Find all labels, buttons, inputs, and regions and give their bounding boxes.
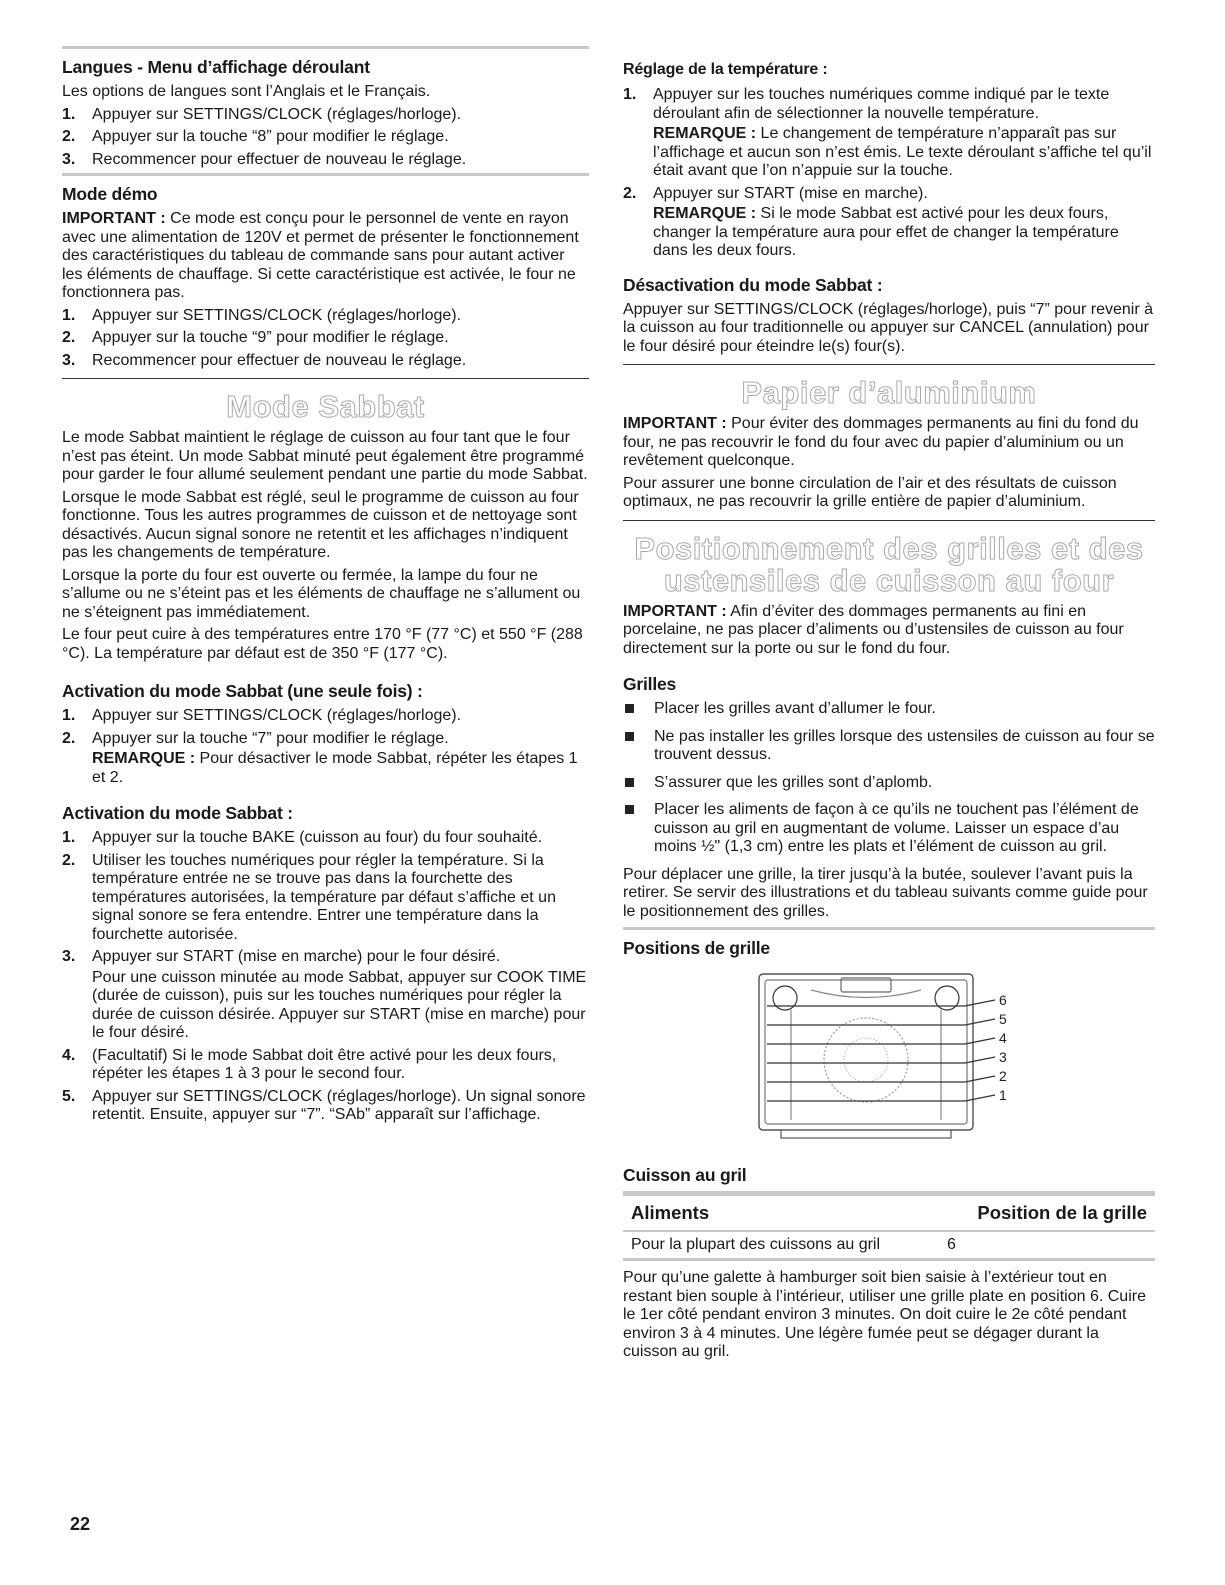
foil-important: IMPORTANT : Pour éviter des dommages permanents au fini du fond du four, ne pas recouvrir le fond du four avec du papier d’aluminium ou un revêtement quelconque.: [623, 415, 1139, 469]
table-row: [623, 1232, 1155, 1258]
langues-intro: Les options de langues sont l’Anglais et le Français.: [62, 83, 431, 100]
activation-heading: Activation du mode Sabbat :: [62, 803, 293, 823]
demo-steps: [62, 307, 589, 371]
rack-lines: [767, 1000, 995, 1101]
section-divider: [623, 364, 1155, 365]
rack-position-label: 1: [999, 1087, 1007, 1103]
section-divider: [62, 173, 589, 176]
list-item: 2. Appuyer sur la touche “8” pour modifier le réglage.: [62, 128, 449, 145]
section-divider: [623, 520, 1155, 521]
oven-rack-diagram: [751, 970, 1011, 1150]
section-divider: [623, 927, 1155, 930]
broil-text: Pour qu’une galette à hamburger soit bien saisie à l’extérieur tout en restant bien souple à l’intérieur, utiliser une grille plate en position 6. Cuire le 1er côté pendant environ 3 minutes. On doit cuire le 2e côté pendant environ 3 à 4 minutes. Une légère fumée peut se dégager durant la cuisson au gril.: [623, 1269, 1146, 1360]
leader-line: [965, 1019, 995, 1025]
list-item: S’assurer que les grilles sont d’aplomb.: [623, 774, 1155, 793]
rack-labels: [999, 992, 1007, 1103]
grilles-list: [623, 700, 1155, 857]
sub-paragraph: Pour une cuisson minutée au mode Sabbat, appuyer sur COOK TIME (durée de cuisson), puis sur les touches numériques pour régler la durée de cuisson désirée. Appuyer sur START (mise en marche) pour le four désiré.: [92, 968, 587, 1041]
table-cell-position: 6: [947, 1236, 956, 1253]
list-item: Placer les grilles avant d’allumer le four.: [623, 700, 1155, 719]
grilles-heading: Grilles: [623, 674, 677, 694]
left-column: [62, 46, 589, 1129]
list-item: 2. Appuyer sur la touche “9” pour modifier le réglage.: [62, 329, 449, 346]
note: REMARQUE : Pour désactiver le mode Sabbat, répéter les étapes 1 et 2.: [92, 750, 578, 786]
section-divider: [62, 378, 589, 379]
list-item: 5. Appuyer sur SETTINGS/CLOCK (réglages/horloge). Un signal sonore retentit. Ensuite, appuyer sur “7”. “SAb” apparaît sur l’affichage.: [62, 1087, 586, 1123]
list-item: Placer les aliments de façon à ce qu’ils ne touchent pas l’élément de cuisson au gril en augmentant de volume. Laisser un espace d’au moins ½" (1,3 cm) entre les plats et l’élément de cuisson au gril.: [623, 801, 1155, 857]
demo-heading: Mode démo: [62, 184, 158, 204]
table-header-food: Aliments: [631, 1202, 710, 1223]
foil-text: Pour assurer une bonne circulation de l’air et des résultats de cuisson optimaux, ne pas recouvrir la grille entière de papier d’aluminium.: [623, 474, 1117, 510]
sabbat-paragraph: Lorsque le mode Sabbat est réglé, seul le programme de cuisson au four fonctionne. Tous les autres programmes de cuisson et de nettoyage sont désactivés. Aucun signal sonore ne retentit et les affichages n’indiquent pas les changements de température.: [62, 488, 579, 561]
sabbat-paragraph: Lorsque la porte du four est ouverte ou fermée, la lampe du four ne s’allume ou ne s’éteint pas et les éléments de chauffage ne s’allument ou ne s’éteignent pas immédiatement.: [62, 566, 581, 621]
leader-line: [965, 1076, 995, 1082]
bullet-icon: [625, 805, 634, 814]
list-item: 1. Appuyer sur les touches numériques comme indiqué par le texte déroulant afin de sélectionner la nouvelle température. REMARQUE : Le changement de température n’apparaît pas sur l’affichage et aucun son n’est émis. Le texte déroulant s’affiche tel qu’il était avant que l’on n’appuie sur la touche.: [623, 86, 1155, 181]
list-item: 1. Appuyer sur SETTINGS/CLOCK (réglages/horloge).: [62, 306, 462, 324]
rack-position-label: 6: [999, 992, 1007, 1008]
list-item: 3. Appuyer sur START (mise en marche) pour le four désiré. Pour une cuisson minutée au mode Sabbat, appuyer sur COOK TIME (durée de cuisson), puis sur les touches numériques pour régler la durée de cuisson désirée. Appuyer sur START (mise en marche) pour le four désiré.: [62, 948, 589, 1043]
table-rule: [623, 1258, 1155, 1261]
activation-once-heading: Activation du mode Sabbat (une seule fois) :: [62, 681, 423, 701]
list-item: 2. Utiliser les touches numériques pour régler la température. Si la température entrée ne se trouve pas dans la fourchette des températures autorisées, la température par défaut s’affiche et un signal sonore se fera entendre. Entrer une température dans la fourchette autorisée.: [62, 851, 556, 943]
move-text: Pour déplacer une grille, la tirer jusqu’à la butée, soulever l’avant puis la retirer. Se servir des illustrations et du tableau suivants comme guide pour le positionnement des grilles.: [623, 865, 1148, 920]
rack-position-label: 5: [999, 1011, 1007, 1027]
sabbat-paragraph: Le four peut cuire à des températures entre 170 °F (77 °C) et 550 °F (288 °C). La température par défaut est de 350 °F (177 °C).: [62, 626, 583, 662]
rack-position-label: 4: [999, 1030, 1007, 1046]
list-item: 3. Recommencer pour effectuer de nouveau le réglage.: [62, 150, 467, 168]
leader-line: [965, 1057, 995, 1063]
section-divider: [62, 46, 589, 49]
racks-heading-line2: ustensiles de cuisson au four: [663, 562, 1115, 598]
list-item: 1. Appuyer sur la touche BAKE (cuisson au four) du four souhaité.: [62, 829, 543, 846]
sabbat-paragraph: Le mode Sabbat maintient le réglage de cuisson au four tant que le four n’est pas éteint. Un mode Sabbat minuté peut également être programmé pour garder le four allumé seulement pendant une partie du mode Sabbat.: [62, 429, 588, 483]
rack-position-label: 2: [999, 1068, 1007, 1084]
oven-cavity: [759, 974, 973, 1138]
langues-heading: Langues - Menu d’affichage déroulant: [62, 57, 370, 77]
temp-heading: Réglage de la température :: [623, 61, 828, 78]
rack-position-label: 3: [999, 1049, 1007, 1065]
bullet-icon: [625, 778, 634, 787]
bullet-icon: [625, 704, 634, 713]
list-item: 2. Appuyer sur la touche “7” pour modifier le réglage. REMARQUE : Pour désactiver le mode Sabbat, répéter les étapes 1 et 2.: [62, 730, 589, 788]
page-number: 22: [70, 1514, 91, 1534]
bullet-icon: [625, 732, 634, 741]
leader-line: [965, 1038, 995, 1044]
demo-important: IMPORTANT : Ce mode est conçu pour le personnel de vente en rayon avec une alimentation de 120V et permet de présenter le fonctionnement des caractéristiques du tableau de commande sans pour autant activer les éléments de chauffage. Si cette caractéristique est activée, le four ne fonctionnera pas.: [62, 210, 579, 301]
deactivation-text: Appuyer sur SETTINGS/CLOCK (réglages/horloge), puis “7” pour revenir à la cuisson au four traditionnelle ou appuyer sur CANCEL (annulation) pour le four désiré pour éteindre le(s) four(s).: [623, 300, 1153, 355]
table-cell-food: Pour la plupart des cuissons au gril: [631, 1236, 881, 1253]
deactivation-heading: Désactivation du mode Sabbat :: [623, 274, 883, 295]
positions-heading: Positions de grille: [623, 938, 770, 958]
note: REMARQUE : Si le mode Sabbat est activé pour les deux fours, changer la température aura pour effet de changer la température dans les deux fours.: [653, 205, 1119, 259]
list-item: 3. Recommencer pour effectuer de nouveau le réglage.: [62, 351, 467, 369]
table-header-row: [623, 1196, 1155, 1230]
temp-steps: [623, 86, 1155, 261]
activation-steps: [62, 829, 589, 1125]
list-item: 4. (Facultatif) Si le mode Sabbat doit être activé pour les deux fours, répéter les étapes 1 à 3 pour le second four.: [62, 1046, 557, 1082]
table-header-position: Position de la grille: [977, 1202, 1147, 1223]
list-item: Ne pas installer les grilles lorsque des ustensiles de cuisson au four se trouvent dessus.: [623, 728, 1155, 765]
broil-table-body: [623, 1232, 1155, 1258]
leader-line: [965, 1000, 995, 1006]
racks-heading-line1: Positionnement des grilles et des: [634, 530, 1144, 566]
sabbat-heading: Mode Sabbat: [226, 389, 425, 424]
note: REMARQUE : Le changement de température n’apparaît pas sur l’affichage et aucun son n’est émis. Le texte déroulant s’affiche tel qu’il était avant que l’on n’appuie sur la touche.: [653, 125, 1152, 179]
langues-steps: [62, 106, 589, 170]
broil-table: [623, 1196, 1155, 1230]
list-item: 1. Appuyer sur SETTINGS/CLOCK (réglages/horloge).: [62, 105, 462, 123]
activation-once-steps: [62, 707, 589, 787]
list-item: 2. Appuyer sur START (mise en marche). REMARQUE : Si le mode Sabbat est activé pour les deux fours, changer la température aura pour effet de changer la température dans les deux fours.: [623, 185, 1155, 261]
broil-heading: Cuisson au gril: [623, 1165, 747, 1185]
list-item: 1. Appuyer sur SETTINGS/CLOCK (réglages/horloge).: [62, 707, 462, 724]
foil-heading: Papier d’aluminium: [741, 375, 1037, 410]
right-column: [623, 60, 1155, 1366]
racks-important: IMPORTANT : Afin d’éviter des dommages permanents au fini en porcelaine, ne pas placer d’aliments ou d’ustensiles de cuisson au four directement sur la porte ou sur le fond du four.: [623, 602, 1124, 657]
leader-line: [965, 1095, 995, 1101]
